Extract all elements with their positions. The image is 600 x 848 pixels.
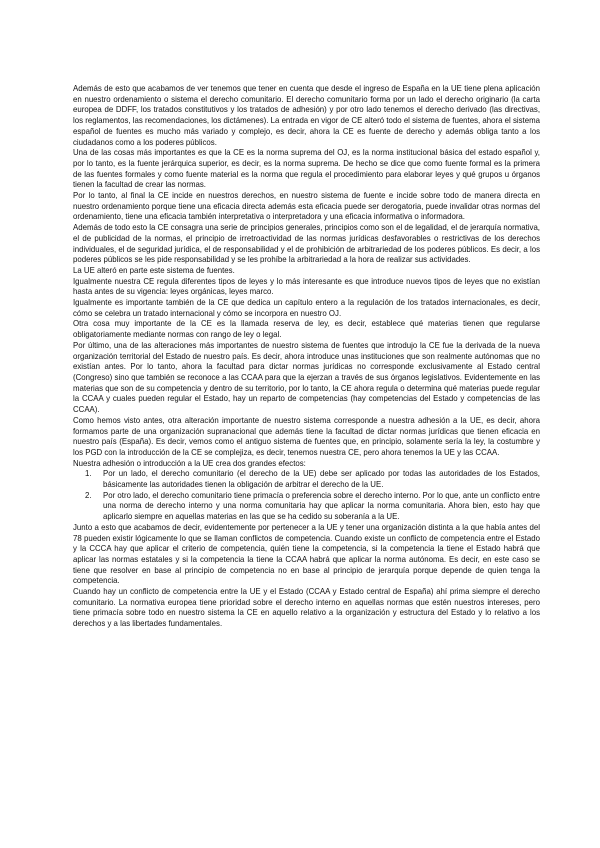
list-item-text: Por otro lado, el derecho comunitario tiene primacía o preferencia sobre el derecho interno. Por lo que, ante un conflicto entre una norma de derecho interno y una norma comunitaria hay que aplicar la norma comunitaria. Ahora bien, esto hay que aplicarlo siempre en aquellas materias en las que se ha cedido su soberanía a la UE. [103, 490, 540, 522]
paragraph: Junto a esto que acabamos de decir, evidentemente por pertenecer a la UE y tener una organización distinta a la que había antes del 78 pueden existir lógicamente lo que se llaman conflictos de competencia. Cuando existe un conflicto de competencia entre el Estado y la CCCA hay que aplicar el criterio de competencia, quién tiene la competencia, si la competencia la tiene el Estado habrá que aplicar las normas estatales y si la competencia la tiene la CCAA habrá que aplicar la norma autónoma. Es decir, en este caso se tiene que resolver en base al principio de competencia no en base al principio de jerarquía porque depende de quien tenga la competencia. [73, 522, 540, 586]
paragraph: Cuando hay un conflicto de competencia entre la UE y el Estado (CCAA y Estado central de España) ahí prima siempre el derecho comunitario. La normativa europea tiene prioridad sobre el derecho interno en aquellas normas que estén nuestros intereses, pero tiene primacía sobre todo en nuestro sistema la CE en aquello relativo a la organización y estructura del Estado y lo relativo a los derechos y a las libertades fundamentales. [73, 587, 540, 629]
list-item-number: 2. [85, 490, 92, 500]
paragraph: Como hemos visto antes, otra alteración importante de nuestro sistema corresponde a nuestra adhesión a la UE, es decir, ahora formamos parte de una organización supranacional que además tiene la facultad de dictar normas jurídicas que tienen eficacia en nuestro país (España). Es decir, vemos como el antiguo sistema de fuentes que, en principio, solamente sería la ley, la costumbre y los PGD con la introducción de la CE se complejiza, es decir, tenemos nuestra CE, pero ahora tenemos la UE y las CCAA. [73, 415, 540, 457]
paragraph: Igualmente es importante también de la CE que dedica un capítulo entero a la regulación de los tratados internacionales, es decir, cómo se celebra un tratado internacional y cómo se incorpora en nuestro OJ. [73, 298, 540, 318]
list-item-number: 1. [85, 469, 92, 479]
paragraph: La UE alteró en parte este sistema de fuentes. [73, 265, 235, 275]
numbered-list [73, 469, 540, 523]
list-item [85, 490, 540, 523]
paragraph: Otra cosa muy importante de la CE es la llamada reserva de ley, es decir, establece qué materias tienen que regularse obligatoriamente mediante normas con rango de ley o legal. [73, 319, 540, 340]
paragraph: Igualmente nuestra CE regula diferentes tipos de leyes y lo más interesante es que introduce nuevos tipos de leyes que no existían hasta antes de su vigencia: leyes orgánicas, leyes marco. [73, 276, 540, 297]
document-body [73, 84, 540, 630]
paragraph: Por lo tanto, al final la CE incide en nuestros derechos, en nuestro sistema de fuente e incide sobre todo de manera directa en nuestro ordenamiento porque tiene una eficacia directa además esta eficacia puede ser derogatoria, puede invalidar otras normas del ordenamiento, tiene una eficacia también interpretativa o interpretadora y una eficacia informativa o informadora. [73, 191, 540, 222]
paragraph: Por último, una de las alteraciones más importantes de nuestro sistema de fuentes que introdujo la CE fue la derivada de la nueva organización territorial del Estado de nuestro país. Es decir, ahora introduce unas instituciones que son realmente autónomas que no existían antes. Por lo tanto, ahora la facultad para dictar normas jurídicas no corresponde exclusivamente al Estado central (Congreso) sino que también se reconoce a las CCAA para que la ejerzan a través de sus órganos legislativos. Evidentemente en las materias que son de su competencia y dentro de su territorio, por lo tanto, la CE ahora regula o determina qué materias puede regular la CCAA y cuales pueden regular el Estado, hay un reparto de competencias (hay competencias del Estado y competencias de las CCAA). [73, 340, 540, 415]
list-item-text: Por un lado, el derecho comunitario (el derecho de la UE) debe ser aplicado por todas las autoridades de los Estados, básicamente las autoridades tienen la obligación de arbitrar el derecho de la UE. [103, 469, 540, 490]
paragraph: Una de las cosas más importantes es que la CE es la norma suprema del OJ, es la norma institucional básica del estado español y, por lo tanto, es la fuente jerárquica superior, es decir, es la norma suprema. De hecho se dice que como fuente formal es la primera de las fuentes formales y como fuente material es la norma que regula el procedimiento para elaborar leyes y qué grupos u órganos tienen la facultad de crear las normas. [73, 148, 540, 190]
list-item [85, 469, 540, 490]
paragraph: Además de todo esto la CE consagra una serie de principios generales, principios como son el de legalidad, el de jerarquía normativa, el de publicidad de la normas, el principio de irretroactividad de las normas jurídicas desfavorables o restrictivas de los derechos individuales, el de seguridad jurídica, el de responsabilidad y el de prohibición de arbitrariedad de los poderes públicos. Es decir, a los poderes públicos se les pide responsabilidad y se les prohíbe la arbitrariedad a la hora de realizar sus actividades. [73, 223, 540, 265]
paragraph: Además de esto que acabamos de ver tenemos que tener en cuenta que desde el ingreso de España en la UE tiene plena aplicación en nuestro ordenamiento o sistema el derecho comunitario. El derecho comunitario forma por un lado el derecho originario (la carta europea de DDFF, los tratados constitutivos y los tratados de adhesión) y por otro lado tenemos el derecho derivado (las directivas, los reglamentos, las recomendaciones, los dictámenes). La entrada en vigor de CE alteró todo el sistema de fuentes, ahora el sistema español de fuentes es mucho más variado y complejo, es decir, ahora la CE es fuente de derecho y además obliga tanto a los ciudadanos como a los poderes públicos. [73, 84, 540, 147]
paragraph: Nuestra adhesión o introducción a la UE crea dos grandes efectos: [73, 458, 306, 468]
